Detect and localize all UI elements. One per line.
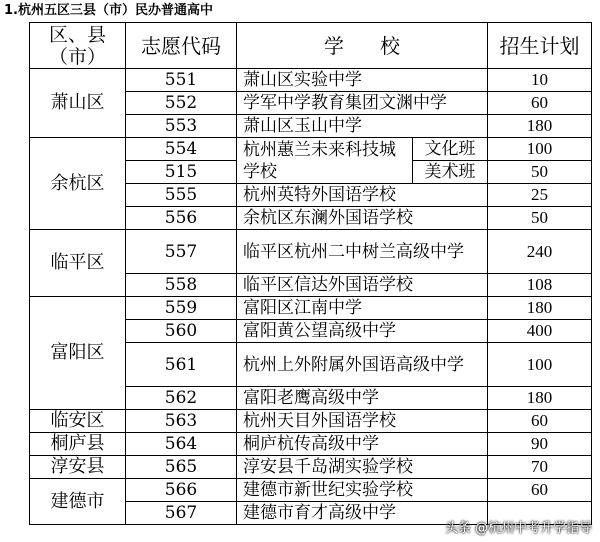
table-row — [30, 138, 592, 161]
code-cell: 561 — [126, 343, 237, 387]
plan-cell: 108 — [488, 274, 592, 297]
code-cell: 565 — [126, 456, 237, 479]
class-cell: 美术班 — [413, 161, 488, 184]
header-row — [30, 23, 592, 69]
plan-cell: 60 — [488, 410, 592, 433]
class-cell: 文化班 — [413, 138, 488, 161]
plan-cell: 60 — [488, 92, 592, 115]
plan-cell: 90 — [488, 433, 592, 456]
code-cell: 555 — [126, 184, 237, 207]
code-cell: 556 — [126, 207, 237, 230]
school-cell: 杭州蕙兰未来科技城学校 — [237, 138, 413, 184]
table-title: 1.杭州五区三县（市）民办普通高中 — [4, 3, 213, 18]
code-cell: 567 — [126, 502, 237, 525]
school-cell: 富阳黄公望高级中学 — [237, 320, 488, 343]
plan-cell: 400 — [488, 320, 592, 343]
code-cell: 552 — [126, 92, 237, 115]
plan-cell: 100 — [488, 343, 592, 387]
school-cell: 学军中学教育集团文渊中学 — [237, 92, 488, 115]
region-cell: 萧山区 — [30, 69, 126, 138]
code-cell: 558 — [126, 274, 237, 297]
code-cell: 551 — [126, 69, 237, 92]
region-cell: 建德市 — [30, 479, 126, 525]
school-cell: 富阳区江南中学 — [237, 297, 488, 320]
school-cell: 建德市育才高级中学 — [237, 502, 488, 525]
plan-cell: 60 — [488, 479, 592, 502]
code-cell: 557 — [126, 230, 237, 274]
region-cell: 临安区 — [30, 410, 126, 433]
plan-cell: 240 — [488, 230, 592, 274]
header-plan: 招生计划 — [488, 23, 592, 69]
region-cell: 临平区 — [30, 230, 126, 297]
header-region: 区、县（市） — [30, 23, 126, 69]
school-cell: 余杭区东澜外国语学校 — [237, 207, 488, 230]
code-cell: 563 — [126, 410, 237, 433]
school-cell: 萧山区实验中学 — [237, 69, 488, 92]
school-cell: 淳安县千岛湖实验学校 — [237, 456, 488, 479]
school-cell: 富阳老鹰高级中学 — [237, 387, 488, 410]
plan-cell: 70 — [488, 456, 592, 479]
school-cell: 杭州英特外国语学校 — [237, 184, 488, 207]
school-cell: 临平区信达外国语学校 — [237, 274, 488, 297]
code-cell: 515 — [126, 161, 237, 184]
plan-cell: 25 — [488, 184, 592, 207]
school-cell: 临平区杭州二中树兰高级中学 — [237, 230, 488, 274]
table-row — [30, 297, 592, 320]
table-row — [30, 456, 592, 479]
school-cell: 建德市新世纪实验学校 — [237, 479, 488, 502]
plan-cell: 100 — [488, 138, 592, 161]
region-cell: 桐庐县 — [30, 433, 126, 456]
school-cell: 杭州上外附属外国语高级中学 — [237, 343, 488, 387]
table-row — [30, 230, 592, 274]
region-cell: 淳安县 — [30, 456, 126, 479]
code-cell: 566 — [126, 479, 237, 502]
table-row — [30, 410, 592, 433]
header-code: 志愿代码 — [126, 23, 237, 69]
school-plan-table — [29, 22, 592, 525]
code-cell: 562 — [126, 387, 237, 410]
region-cell: 富阳区 — [30, 297, 126, 410]
school-cell: 桐庐杭传高级中学 — [237, 433, 488, 456]
table-row — [30, 69, 592, 92]
code-cell: 554 — [126, 138, 237, 161]
table-row — [30, 479, 592, 502]
plan-cell: 180 — [488, 115, 592, 138]
code-cell: 564 — [126, 433, 237, 456]
plan-cell: 50 — [488, 161, 592, 184]
plan-cell: 10 — [488, 69, 592, 92]
header-school: 学校 — [237, 23, 488, 69]
code-cell: 553 — [126, 115, 237, 138]
school-cell: 杭州天目外国语学校 — [237, 410, 488, 433]
watermark: 头条 @杭州中考升学指导 — [444, 521, 592, 536]
plan-cell: 180 — [488, 387, 592, 410]
table-row — [30, 433, 592, 456]
plan-cell: 50 — [488, 207, 592, 230]
region-cell: 余杭区 — [30, 138, 126, 230]
plan-cell: 180 — [488, 297, 592, 320]
school-cell: 萧山区玉山中学 — [237, 115, 488, 138]
code-cell: 560 — [126, 320, 237, 343]
code-cell: 559 — [126, 297, 237, 320]
